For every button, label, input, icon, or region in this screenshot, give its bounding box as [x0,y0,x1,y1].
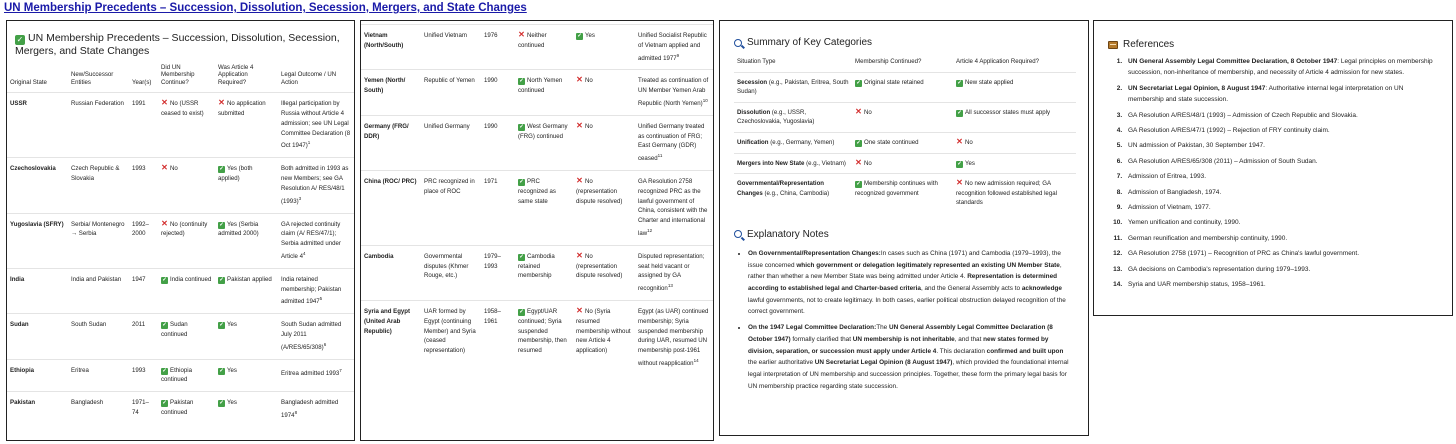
check-icon: ✓ [162,400,167,407]
original-state: Cambodia [361,245,421,300]
article4-required: ✓ Yes [953,153,1076,174]
book-icon [1108,41,1118,49]
table-row [361,171,714,246]
successor-entities: Czech Republic & Slovakia [68,158,129,213]
successor-entities: PRC recognized in place of ROC [421,171,481,246]
legal-outcome: Treated as continuation of UN Member Yemen Arab Republic (North Yemen)$^{10}$ [635,70,714,115]
original-state: Czechoslovakia [7,158,68,213]
magnifier-icon [734,230,742,238]
cross-icon: ✕ [956,136,963,146]
legal-outcome: Illegal participation by Russia without Article 4 admission; see UN Legal Committee Declaration (8 Oct 1947)$^1$ [278,93,355,158]
years: 1947 [129,268,158,313]
cross-icon: ✕ [576,75,583,85]
years: 1991 [129,93,158,158]
check-icon: ✓ [856,79,861,86]
footnote-ref: 10 [702,98,708,104]
original-state: China (ROC/ PRC) [361,171,421,246]
footnote-ref: 6 [323,341,327,347]
check-icon: ✓ [162,367,167,374]
years: 1979–1993 [481,245,515,300]
check-icon: ✓ [957,79,962,86]
cross-icon: ✕ [855,157,862,167]
check-icon: ✓ [519,179,524,186]
check-icon: ✓ [519,78,524,85]
cross-icon: ✕ [576,120,583,130]
table-row [361,115,714,170]
column-header: Was Article 4 Application Required? [218,63,254,86]
article4-required: ✓ Yes (both applied) [215,158,278,213]
footnote-ref: 7 [339,367,342,373]
membership-continued: ✓ Ethiopia continued [158,359,215,392]
cross-icon: ✕ [576,306,583,316]
article4-required: ✕ No new admission required; GA recognition followed established legal standards [953,174,1076,213]
column-header: Original State [10,78,47,86]
article4-required: ✕ No (Syria resumed membership without new Article 4 application) [573,301,635,375]
original-state: Yemen (North/ South) [361,70,421,115]
precedents-panel-2 [360,20,714,441]
legal-outcome: GA rejected continuity claim (A/ RES/47/1); Serbia admitted under Article $4^4$ [278,213,355,268]
check-icon: ✓ [219,322,224,329]
article4-required: ✓ Yes [215,314,278,359]
article4-required: ✕ No (representation dispute resolved) [573,171,635,246]
cross-icon: ✕ [161,163,168,173]
membership-continued: ✓ West Germany (FRG) continued [515,115,573,170]
membership-continued: ✓ India continued [158,268,215,313]
original-state: Vietnam (North/South) [361,25,421,70]
reference-item: 10. Yemen unification and continuity, 1990. [1124,217,1438,228]
check-icon: ✓ [957,160,962,167]
legal-outcome: Eritrea admitted 1993$^7$ [278,359,355,392]
successor-entities: UAR formed by Egypt (continuing Member) and Syria (ceased representation) [421,301,481,375]
cross-icon: ✕ [518,30,525,39]
article4-required: ✓ All successor states must apply [953,102,1076,132]
references-panel [1093,20,1453,316]
cross-icon: ✕ [161,98,168,108]
article4-required: ✓ Yes [215,392,278,427]
original-state: India [7,268,68,313]
successor-entities: Eritrea [68,359,129,392]
legal-outcome: Unified Socialist Republic of Vietnam applied and admitted 1977$^9$ [635,25,714,70]
reference-item: 8. Admission of Bangladesh, 1974. [1124,187,1438,198]
check-icon: ✓ [577,33,582,39]
reference-item: 1. UN General Assembly Legal Committee Declaration, 8 October 1947: Legal principles on membership succession, non-inheritance of membership, and necessity of Article 4 admission for new states. [1124,56,1438,79]
reference-item: 2. UN Secretariat Legal Opinion, 8 August 1947: Authoritative internal legal interpretation on UN membership and state succession. [1124,83,1438,106]
years: 1993 [129,158,158,213]
situation-type: Unification (e.g., Germany, Yemen) [734,132,852,153]
reference-item: 7. Admission of Eritrea, 1993. [1124,171,1438,182]
article4-required: ✕ No application submitted [215,93,278,158]
situation-type: Governmental/Representation Changes (e.g., China, Cambodia) [734,174,852,213]
reference-item: 4. GA Resolution A/RES/47/1 (1992) – Rejection of FRY continuity claim. [1124,125,1438,136]
successor-entities: India and Pakistan [68,268,129,313]
situation-type: Secession (e.g., Pakistan, Eritrea, South Sudan) [734,72,852,102]
cross-icon: ✕ [855,106,862,116]
membership-continued: ✕ No [852,102,953,132]
reference-item: 14. Syria and UAR membership status, 1958–1961. [1124,279,1438,290]
original-state: Syria and Egypt (United Arab Republic) [361,301,421,375]
column-header: New/Successor Entities [71,71,114,86]
check-icon: ✓ [219,367,224,374]
original-state: Sudan [7,314,68,359]
check-icon: ✓ [219,221,224,228]
references-list [1094,56,1452,291]
cross-icon: ✕ [218,98,225,108]
article4-required: ✓ Pakistan applied [215,268,278,313]
magnifier-icon [734,39,742,47]
successor-entities: Unified Vietnam [421,25,481,70]
column-header: Membership Continued? [855,58,922,65]
table-row [361,245,714,300]
years: 1976 [481,25,515,70]
check-icon: ✓ [519,123,524,130]
table-row [361,70,714,115]
check-icon: ✓ [856,181,861,188]
summary-table [734,56,1076,213]
column-header: Did UN Membership Continue? [161,63,195,86]
cross-icon: ✕ [161,218,168,228]
article4-required: ✓ Yes [573,25,635,70]
years: 2011 [129,314,158,359]
legal-outcome: Both admitted in 1993 as new Members; see GA Resolution A/ RES/48/1 $(1993)^3$ [278,158,355,213]
references-heading: References [1108,39,1438,50]
footnote-ref: 9 [676,52,680,58]
footnote-ref: 13 [667,283,673,289]
check-icon: ✓ [957,109,962,116]
reference-item: 9. Admission of Vietnam, 1977. [1124,202,1438,213]
successor-entities: Unified Germany [421,115,481,170]
precedents-panel-1 [6,20,355,441]
legal-outcome: India retained membership; Pakistan admitted 1947$^5$ [278,268,355,313]
legal-outcome: Unified Germany treated as continuation of FRG; East Germany (GDR) ceased$^{11}$ [635,115,714,170]
membership-continued: ✓ Cambodia retained membership [515,245,573,300]
original-state: Yugoslavia (SFRY) [7,213,68,268]
reference-item: 13. GA decisions on Cambodia's representation during 1979–1993. [1124,264,1438,275]
footnote-ref: 3 [298,195,302,201]
article4-required: ✓ Yes (Serbia admitted 2000) [215,213,278,268]
membership-continued: ✓ Sudan continued [158,314,215,359]
column-header: Article 4 Application Required? [956,58,1039,65]
table-row [7,268,355,313]
original-state: Pakistan [7,392,68,427]
table-row [361,301,714,375]
summary-row [734,132,1076,153]
table-row [361,25,714,70]
footnote-ref: 5 [319,296,323,302]
situation-type: Dissolution (e.g., USSR, Czechoslovakia, Yugoslavia) [734,102,852,132]
reference-item: 6. GA Resolution A/RES/65/308 (2011) – Admission of South Sudan. [1124,156,1438,167]
legal-outcome: South Sudan admitted July 2011 $(A/RES/65/308)^6$ [278,314,355,359]
article4-required: ✓ Yes [215,359,278,392]
note-governmental-changes: • On Governmental/Representation Changes:In cases such as China (1971) and Cambodia (1979–1993), the issue concerned which government or delegation legitimately represented an existing UN Member State, rather than whether a new Member State was being admitted under Article 4. Representation is determined according to established legal and Charter-based criteria, and the General Assembly acts to acknowledge lawful governments, not to create legitimacy. In both cases, earlier political obstruction delayed recognition of the correct government. [748,248,1074,318]
article4-required: ✕ No [573,115,635,170]
table-row [7,392,355,427]
article4-required: ✕ No (representation dispute resolved) [573,245,635,300]
cross-icon: ✕ [576,250,583,260]
article4-required: ✕ No [953,132,1076,153]
footnote-ref: 1 [307,140,311,146]
check-icon: ✓ [219,400,224,407]
table-row [7,213,355,268]
check-icon: ✓ [16,35,24,44]
legal-outcome: GA Resolution 2758 recognized PRC as the lawful government of China, consistent with the Charter and international law$^{12}$ [635,171,714,246]
years: 1990 [481,115,515,170]
column-header: Legal Outcome / UN Action [281,71,337,86]
article4-required: ✓ New state applied [953,72,1076,102]
article4-required: ✕ No [573,70,635,115]
footnote-ref: 12 [647,228,653,234]
footnote-ref: 11 [657,153,663,159]
summary-row [734,153,1076,174]
membership-continued: ✕ Neither continued [515,25,573,70]
footnote-ref: 14 [693,358,699,364]
years: 1992–2000 [129,213,158,268]
membership-continued: ✓ Pakistan continued [158,392,215,427]
panel-title: ✓ UN Membership Precedents – Succession, Dissolution, Secession, Mergers, and State Changes [15,32,340,57]
membership-continued: ✓ Egypt/UAR continued; Syria suspended membership, then resumed [515,301,573,375]
legal-outcome: Bangladesh admitted 1974$^8$ [278,392,355,427]
membership-continued: ✓ PRC recognized as same state [515,171,573,246]
original-state: USSR [7,93,68,158]
cross-icon: ✕ [956,178,963,188]
successor-entities: Governmental disputes (Khmer Rouge, etc.) [421,245,481,300]
note-1947-declaration: • On the 1947 Legal Committee Declaration:The UN General Assembly Legal Committee Declaration (8 October 1947) formally clarified that UN membership is not inheritable, and that new states formed by division, separation, or succession must apply under Article 4. This declaration confirmed and built upon the earlier authoritative UN Secretariat Legal Opinion (8 August 1947), which provided the foundational internal legal interpretation of UN membership and succession principles. Together, these form the primary legal basis for UN membership practice regarding state succession. [748,322,1074,392]
explanatory-notes [720,248,1088,392]
years: 1971 [481,171,515,246]
footnote-ref: 8 [294,409,298,415]
summary-row [734,102,1076,132]
years: 1958–1961 [481,301,515,375]
successor-entities: South Sudan [68,314,129,359]
table-row [7,359,355,392]
table-row [7,158,355,213]
years: 1990 [481,70,515,115]
years: 1993 [129,359,158,392]
membership-continued: ✓ Membership continues with recognized government [852,174,953,213]
years: 1971–74 [129,392,158,427]
reference-item: 12. GA Resolution 2758 (1971) – Recognition of PRC as China's lawful government. [1124,248,1438,259]
notes-heading: Explanatory Notes [734,229,1074,240]
check-icon: ✓ [519,309,524,316]
successor-entities: Russian Federation [68,93,129,158]
cross-icon: ✕ [576,176,583,186]
reference-item: 3. GA Resolution A/RES/48/1 (1993) – Admission of Czech Republic and Slovakia. [1124,110,1438,121]
membership-continued: ✓ One state continued [852,132,953,153]
successor-entities: Serbia/ Montenegro → Serbia [68,213,129,268]
summary-heading: Summary of Key Categories [734,37,1074,48]
legal-outcome: Disputed representation; seat held vacant or assigned by GA recognition$^{13}$ [635,245,714,300]
check-icon: ✓ [162,322,167,329]
column-header: Year(s) [132,78,152,86]
successor-entities: Republic of Yemen [421,70,481,115]
summary-row [734,174,1076,213]
page-title: UN Membership Precedents – Succession, Dissolution, Secession, Mergers, and State Changes [4,2,527,14]
membership-continued: ✕ No [852,153,953,174]
footnote-ref: 4 [303,250,306,256]
membership-continued: ✓ Original state retained [852,72,953,102]
precedents-table [7,62,355,427]
membership-continued: ✕ No [158,158,215,213]
check-icon: ✓ [219,166,224,173]
check-icon: ✓ [219,276,224,283]
membership-continued: ✕ No (USSR ceased to exist) [158,93,215,158]
membership-continued: ✕ No (continuity rejected) [158,213,215,268]
original-state: Germany (FRG/ DDR) [361,115,421,170]
reference-item: 5. UN admission of Pakistan, 30 September 1947. [1124,140,1438,151]
legal-outcome: Egypt (as UAR) continued membership; Syria suspended membership during UAR, resumed UN membership post-1961 without reapplication$^{14}$ [635,301,714,375]
summary-panel [719,20,1089,436]
summary-row [734,72,1076,102]
original-state: Ethiopia [7,359,68,392]
check-icon: ✓ [856,139,861,146]
check-icon: ✓ [519,253,524,260]
column-header: Situation Type [737,58,776,65]
membership-continued: ✓ North Yemen continued [515,70,573,115]
table-row [7,93,355,158]
check-icon: ✓ [162,276,167,283]
situation-type: Mergers into New State (e.g., Vietnam) [734,153,852,174]
successor-entities: Bangladesh [68,392,129,427]
precedents-table-continued [361,24,714,375]
reference-item: 11. German reunification and membership continuity, 1990. [1124,233,1438,244]
table-row [7,314,355,359]
